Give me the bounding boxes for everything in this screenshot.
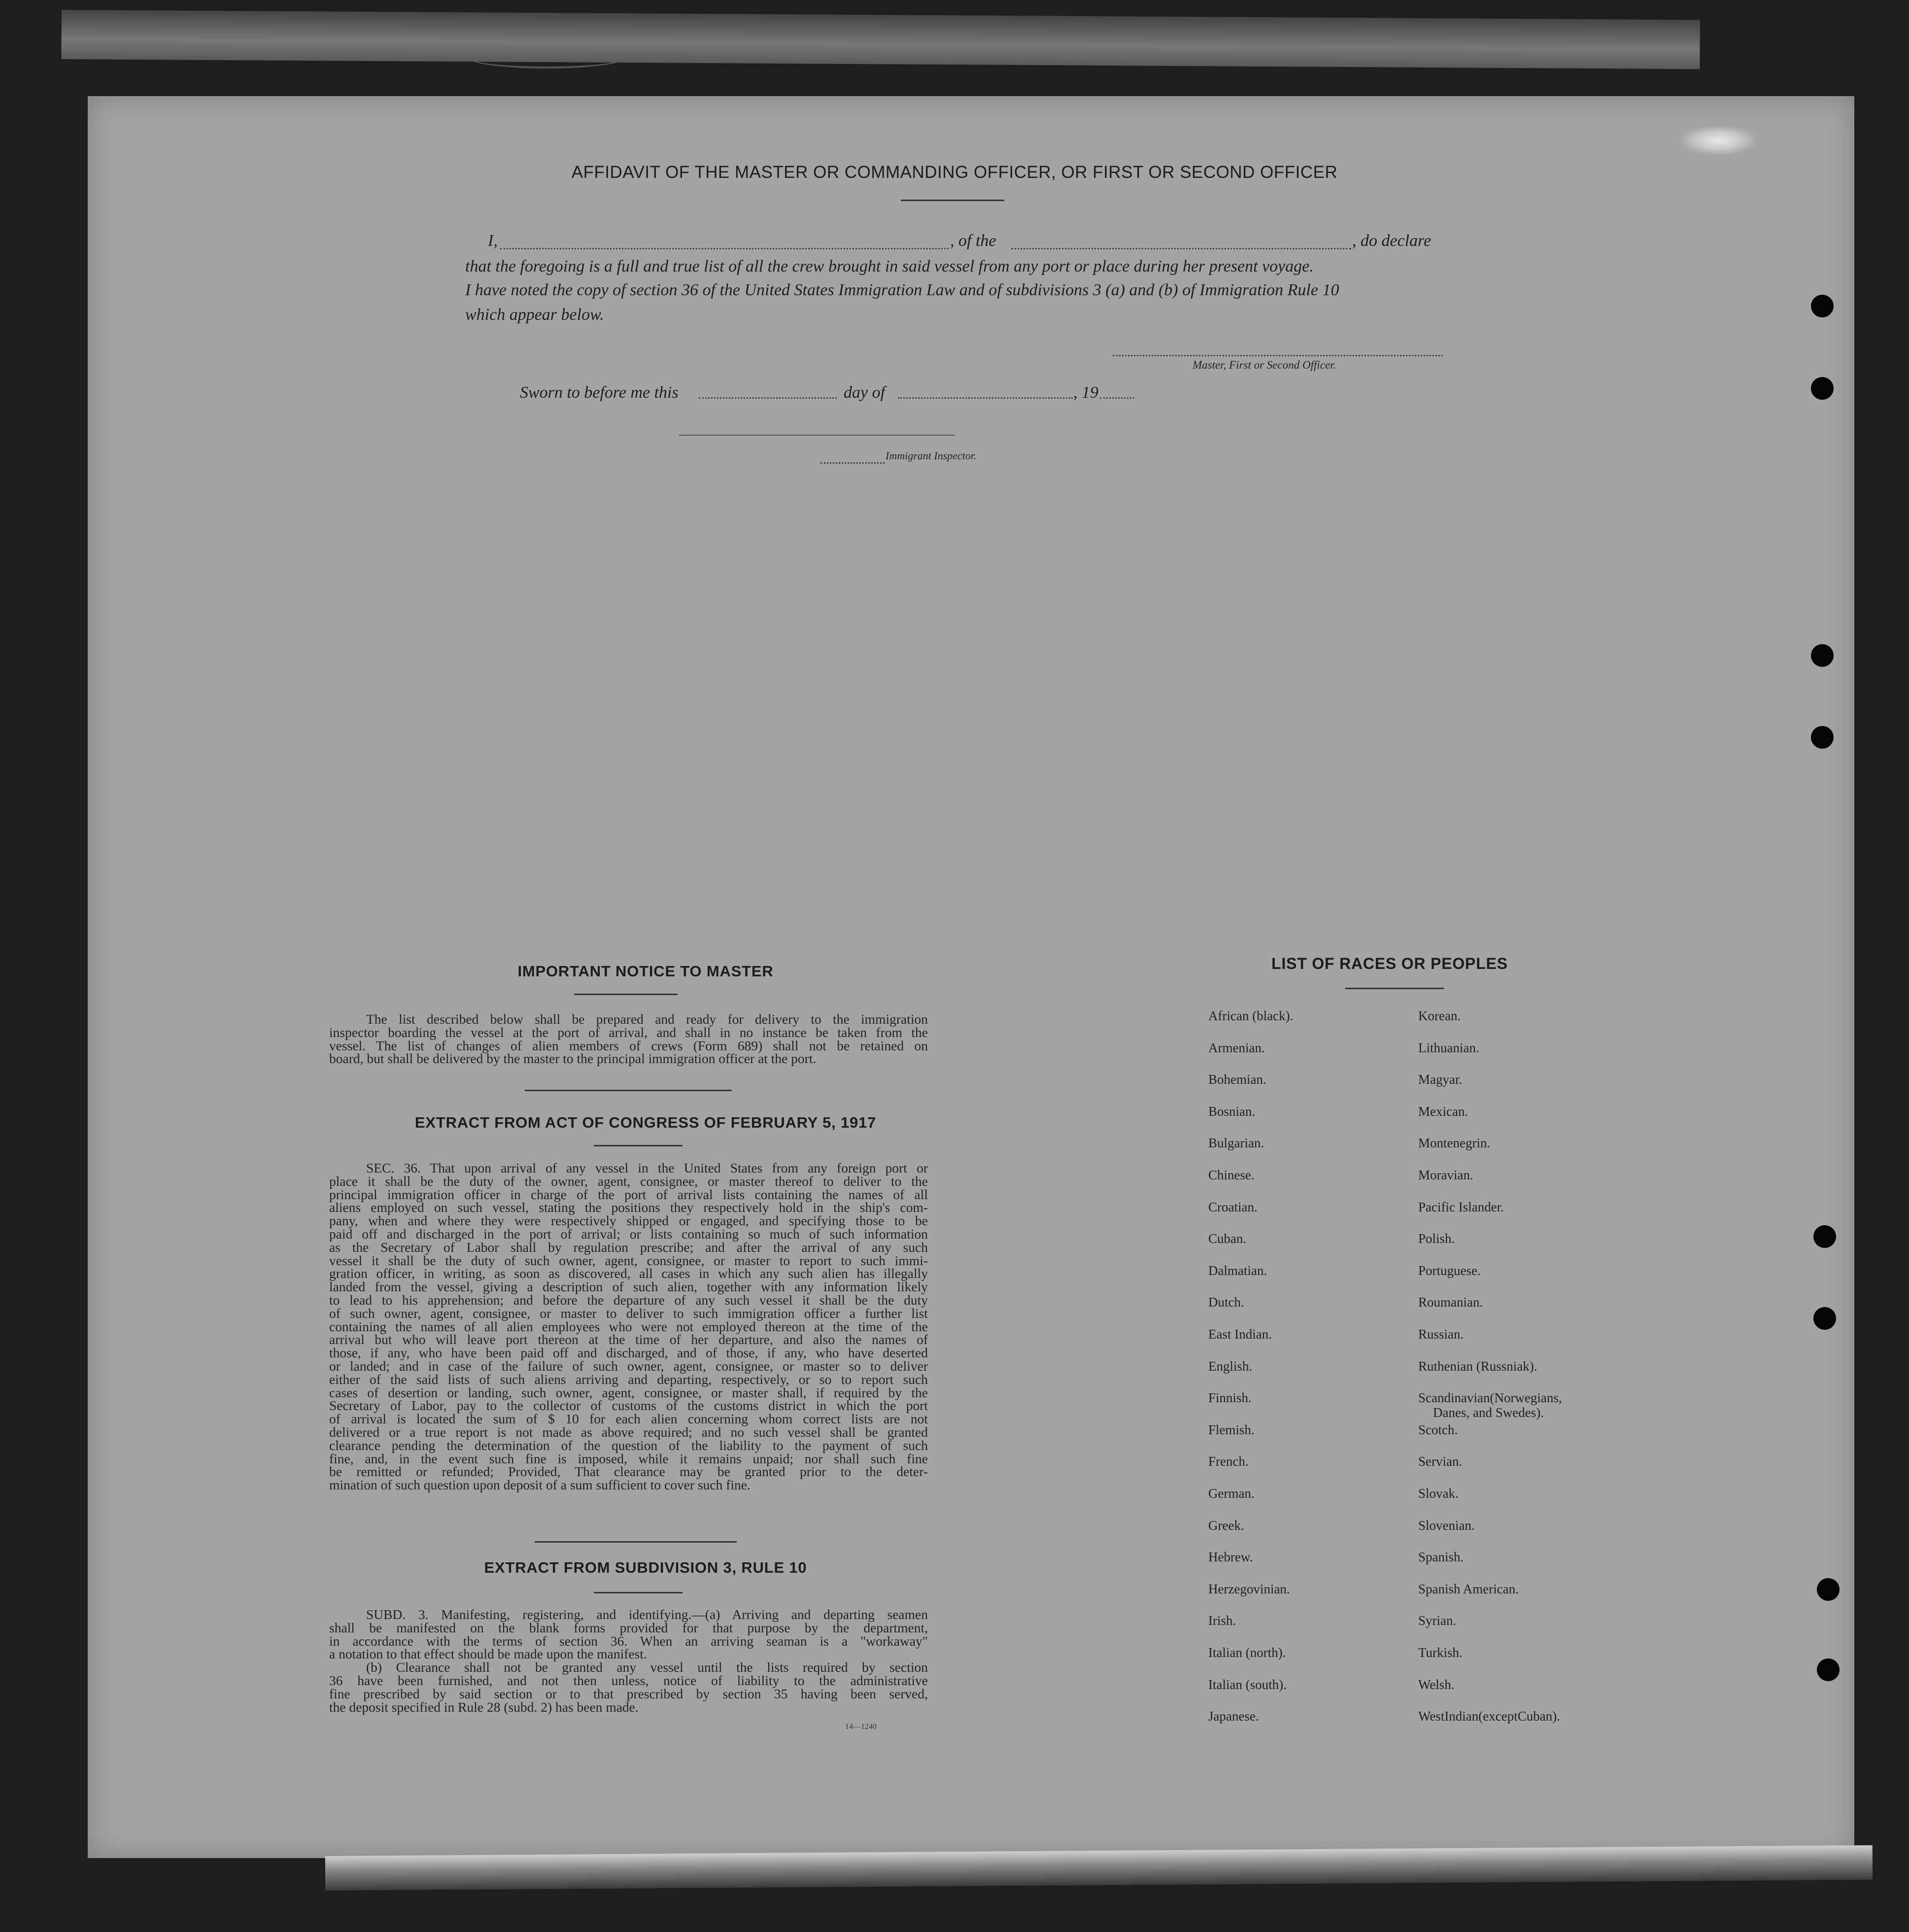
act-title: EXTRACT FROM ACT OF CONGRESS OF FEBRUARY 5, 1917 [414, 1114, 877, 1131]
act-paragraph [329, 1162, 928, 1492]
race-item: Bulgarian. [1208, 1136, 1264, 1151]
notice-title-underline [574, 994, 678, 995]
race-item: Dalmatian. [1208, 1263, 1267, 1278]
race-item: Dutch. [1208, 1295, 1244, 1310]
punch-hole-icon [1813, 1307, 1836, 1330]
sworn-year: , 19 [1073, 383, 1098, 402]
races-title: LIST OF RACES OR PEOPLES [1271, 955, 1508, 972]
notice-paragraph [329, 1013, 928, 1066]
paragraph-line: arrival but who will leave port thereon at the time of her departure, and also the names of [329, 1332, 928, 1347]
race-item: Greek. [1208, 1518, 1244, 1533]
race-item: Russian. [1418, 1327, 1464, 1342]
race-item: Cuban. [1208, 1231, 1247, 1246]
paragraph-line: mination of such question upon deposit of a sum sufficient to cover such fine. [329, 1477, 750, 1493]
race-item: Polish. [1418, 1231, 1455, 1246]
act-divider [535, 1541, 737, 1543]
race-item: Irish. [1208, 1613, 1236, 1628]
paragraph-line: clearance pending the determination of the question of the liability to the payment of such [329, 1437, 928, 1453]
sworn-month-blank [898, 397, 1073, 399]
paragraph-line: inspector boarding the vessel at the port of arrival, and shall in no instance be taken from the [329, 1024, 928, 1040]
affidavit-title: AFFIDAVIT OF THE MASTER OR COMMANDING OFFICER, OR FIRST OR SECOND OFFICER [571, 163, 1338, 182]
race-item: Slovak. [1418, 1486, 1459, 1501]
race-item: Pacific Islander. [1418, 1199, 1504, 1214]
punch-hole-icon [1811, 295, 1834, 317]
affidavit-line-3: I have noted the copy of section 36 of the United States Immigration Law and of subdivisions 3 (a) and (b) of Immigration Rule 10 [465, 281, 1339, 299]
race-item: Italian (south). [1208, 1677, 1287, 1692]
rule-title: EXTRACT FROM SUBDIVISION 3, RULE 10 [484, 1559, 807, 1576]
paragraph-line: principal immigration officer in charge of the port of arrival lists containing the names of all [329, 1186, 928, 1202]
paragraph-line: vessel. The list of changes of alien members of crews (Form 689) shall not be retained on [329, 1037, 928, 1053]
paragraph-line: be remitted or refunded; Provided, That clearance may be granted prior to the deter- [329, 1464, 928, 1480]
paragraph-line: delivered or a true report is not made as above required; and no such vessel shall be granted [329, 1424, 928, 1440]
paragraph-line: the deposit specified in Rule 28 (subd. 2) has been made. [329, 1699, 639, 1715]
paragraph-line: paid off and discharged in the port of arrival; or lists containing so much of such information [329, 1226, 928, 1242]
affidavit-i: I, [488, 232, 498, 250]
race-item: German. [1208, 1486, 1255, 1501]
paragraph-line: 36 have been furnished, and not then unless, notice of liability to the administrative [329, 1672, 928, 1688]
pencil-mark [468, 47, 626, 69]
rule-title-underline [594, 1592, 682, 1593]
race-item: Mexican. [1418, 1104, 1468, 1119]
race-item: Roumanian. [1418, 1295, 1483, 1310]
name-blank-line [500, 248, 949, 249]
corner-stamp-mark [1680, 126, 1757, 155]
punch-hole-icon [1817, 1578, 1840, 1601]
punch-hole-icon [1817, 1658, 1840, 1681]
film-strip-top [61, 10, 1700, 69]
affidavit-of-the: , of the [950, 232, 996, 250]
race-item: Spanish. [1418, 1550, 1464, 1565]
race-item: Montenegrin. [1418, 1136, 1491, 1151]
punch-hole-icon [1811, 377, 1834, 400]
inspector-label: Immigrant Inspector. [886, 449, 977, 462]
sworn-day-of: day of [844, 383, 886, 402]
form-number: 14—1240 [845, 1723, 877, 1731]
race-item: African (black). [1208, 1008, 1294, 1023]
race-item: Portuguese. [1418, 1263, 1481, 1278]
paragraph-line: pany, when and where they were respectively shipped or engaged, and specifying those to be [329, 1213, 928, 1229]
race-item: Bosnian. [1208, 1104, 1256, 1119]
race-item: Finnish. [1208, 1390, 1252, 1406]
affidavit-line-4: which appear below. [465, 306, 604, 324]
sworn-day-blank [699, 397, 837, 399]
punch-hole-icon [1811, 644, 1834, 667]
paragraph-line: aliens employed on such vessel, stating the positions they respectively hold in the ship's com- [329, 1200, 928, 1215]
race-item: Croatian. [1208, 1199, 1258, 1214]
inspector-signature-line [679, 435, 955, 436]
paragraph-line: fine prescribed by said section or to that prescribed by section 35 having been served, [329, 1686, 928, 1701]
paragraph-line: in accordance with the terms of section 36. When an arriving seaman is a "workaway" [329, 1633, 928, 1649]
act-title-underline [594, 1145, 682, 1146]
sworn-prefix: Sworn to before me this [520, 383, 679, 402]
paragraph-line: gration officer, in writing, as soon as discovered, all cases in which any such alien has illegally [329, 1266, 928, 1281]
signature-line [1113, 355, 1443, 356]
vessel-blank-line [1011, 248, 1351, 249]
race-item: Syrian. [1418, 1613, 1457, 1628]
race-item: Italian (north). [1208, 1645, 1286, 1660]
paragraph-line: SUBD. 3. Manifesting, registering, and identifying.—(a) Arriving and departing seamen [366, 1607, 928, 1622]
punch-hole-icon [1813, 1225, 1836, 1248]
race-item: East Indian. [1208, 1327, 1272, 1342]
race-item: Slovenian. [1418, 1518, 1475, 1533]
paragraph-line: either of the said lists of such aliens arriving and departing, respectively, or so to report such [329, 1371, 928, 1387]
sworn-year-blank [1100, 397, 1134, 399]
paragraph-line: place it shall be the duty of the owner, agent, consignee, or master thereof to deliver to the [329, 1173, 928, 1189]
race-item: Scotch. [1418, 1422, 1458, 1437]
paragraph-line: shall be manifested on the blank forms provided for that purpose by the department, [329, 1620, 928, 1635]
paragraph-line: Secretary of Labor, pay to the collector of customs of the customs district in which the port [329, 1398, 928, 1414]
paragraph-line: (b) Clearance shall not be granted any vessel until the lists required by section [366, 1659, 928, 1675]
paragraph-line: to lead to his apprehension; and before the departure of any such vessel it shall be the duty [329, 1292, 928, 1308]
paragraph-line: SEC. 36. That upon arrival of any vessel in the United States from any foreign port or [366, 1160, 928, 1175]
race-item: Bohemian. [1208, 1072, 1266, 1087]
race-item: Moravian. [1418, 1168, 1473, 1182]
paragraph-line: cases of desertion or landing, such owner, agent, consignee, or master shall, if required by the [329, 1384, 928, 1400]
race-item: English. [1208, 1358, 1253, 1374]
paragraph-line: a notation to that effect should be made upon the manifest. [329, 1646, 647, 1662]
paragraph-line: fine, and, in the event such fine is imposed, while it remains unpaid; nor shall such fine [329, 1450, 928, 1466]
race-item: Hebrew. [1208, 1550, 1253, 1565]
paragraph-line: landed from the vessel, giving a description of such alien, together with any information likely [329, 1279, 928, 1295]
paragraph-line: those, if any, who have been paid off and discharged, and of those, if any, who have deserted [329, 1345, 928, 1361]
race-item: Servian. [1418, 1454, 1463, 1469]
race-item: Spanish American. [1418, 1581, 1519, 1596]
paragraph-line: as the Secretary of Labor shall by regulation prescribe; and after the arrival of any such [329, 1239, 928, 1255]
race-item: Japanese. [1208, 1709, 1259, 1724]
race-item-continuation: Danes, and Swedes). [1433, 1405, 1544, 1420]
race-item: Ruthenian (Russniak). [1418, 1358, 1537, 1374]
race-item: Lithuanian. [1418, 1040, 1479, 1055]
race-item: Scandinavian(Norwegians, [1418, 1390, 1562, 1406]
paragraph-line: or landed; and in case of the failure of such owner, agent, consignee, or master so to deliver [329, 1358, 928, 1374]
paragraph-line: of such owner, agent, consignee, or master to deliver to such immigration officer a further list [329, 1305, 928, 1321]
notice-title: IMPORTANT NOTICE TO MASTER [517, 963, 774, 980]
title-underline [901, 200, 1004, 201]
affidavit-line-2: that the foregoing is a full and true list of all the crew brought in said vessel from any port or place during her present voyage. [465, 257, 1314, 276]
paragraph-line: board, but shall be delivered by the master to the principal immigration officer at the port. [329, 1051, 817, 1067]
signature-label: Master, First or Second Officer. [1193, 359, 1336, 371]
paragraph-line: containing the names of all alien employees who were not employed thereon at the time of the [329, 1318, 928, 1334]
paragraph-line: vessel it shall be the duty of such owner, agent, consignee, or master to report to such immi- [329, 1252, 928, 1268]
race-item: Magyar. [1418, 1072, 1463, 1087]
race-item: Flemish. [1208, 1422, 1255, 1437]
punch-hole-icon [1811, 726, 1834, 749]
race-item: Herzegovinian. [1208, 1581, 1290, 1596]
race-item: WestIndian(exceptCuban). [1418, 1709, 1560, 1724]
race-item: Chinese. [1208, 1168, 1255, 1182]
races-title-underline [1345, 988, 1444, 989]
race-item: Welsh. [1418, 1677, 1455, 1692]
paragraph-line: The list described below shall be prepared and ready for delivery to the immigration [366, 1011, 928, 1027]
affidavit-declare: , do declare [1352, 232, 1432, 250]
race-item: Armenian. [1208, 1040, 1265, 1055]
race-item: French. [1208, 1454, 1249, 1469]
inspector-dots [820, 462, 885, 464]
rule-paragraph [329, 1608, 928, 1714]
notice-divider [525, 1090, 732, 1091]
paragraph-line: of arrival is located the sum of $ 10 for each alien concerning whom correct lists are not [329, 1411, 928, 1427]
race-item: Korean. [1418, 1008, 1461, 1023]
race-item: Turkish. [1418, 1645, 1463, 1660]
